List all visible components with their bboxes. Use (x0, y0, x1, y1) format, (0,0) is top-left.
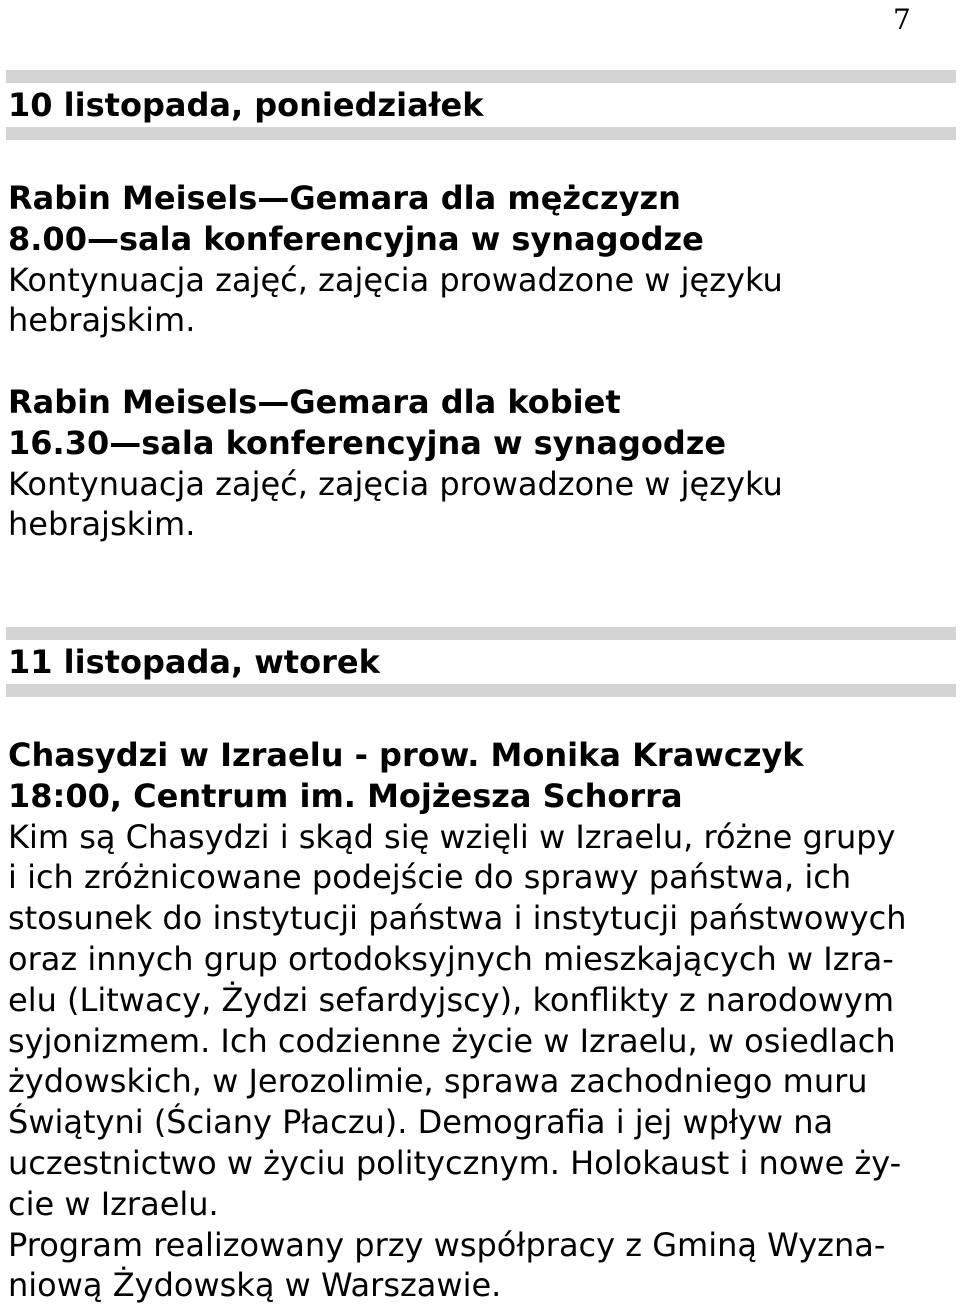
day-header (6, 70, 956, 140)
day-header (6, 627, 956, 697)
event-title: Chasydzi w Izraelu - prow. Monika Krawczyk (8, 736, 804, 774)
event-block (8, 735, 956, 1306)
event-description-line: niową Żydowską w Warszawie. (8, 1266, 502, 1305)
header-band-top (6, 70, 956, 83)
page-number: 7 (893, 3, 911, 36)
header-band-bottom (6, 127, 956, 140)
event-description-line: Kontynuacja zajęć, zajęcia prowadzone w języku (8, 260, 783, 299)
event-description-line: i ich zróżnicowane podejście do sprawy państwa, ich (8, 858, 852, 897)
event-time-place: 18:00, Centrum im. Mojżesza Schorra (8, 776, 683, 815)
day-title: 11 listopada, wtorek (8, 643, 380, 681)
header-band-top (6, 627, 956, 640)
event-description-line: hebrajskim. (8, 505, 196, 544)
event-description-line: elu (Litwacy, Żydzi sefardyjscy), konflikty z narodowym (8, 980, 895, 1019)
event-description-line: stosunek do instytucji państwa i instytucji państwowych (8, 899, 907, 938)
event-description-line: Kim są Chasydzi i skąd się wzięli w Izraelu, różne grupy (8, 817, 896, 856)
event-description-line: uczestnictwo w życiu politycznym. Holokaust i nowe ży- (8, 1143, 902, 1182)
event-description-line: Świątyni (Ściany Płaczu). Demografia i jej wpływ na (8, 1103, 834, 1142)
day-title: 10 listopada, poniedziałek (8, 86, 484, 124)
event-description-line: Kontynuacja zajęć, zajęcia prowadzone w języku (8, 464, 783, 503)
event-description-line: żydowskich, w Jerozolimie, sprawa zachodniego muru (8, 1062, 868, 1101)
event-description-line: Program realizowany przy współpracy z Gminą Wyzna- (8, 1225, 886, 1264)
event-time-place: 16.30—sala konferencyjna w synagodze (8, 423, 727, 462)
event-title: Rabin Meisels—Gemara dla mężczyzn (8, 179, 681, 217)
event-block (8, 178, 956, 341)
event-description-line: hebrajskim. (8, 301, 196, 340)
event-title: Rabin Meisels—Gemara dla kobiet (8, 383, 621, 421)
event-block (8, 382, 956, 545)
event-description-line: cie w Izraelu. (8, 1184, 219, 1223)
event-description-line: syjonizmem. Ich codzienne życie w Izraelu, w osiedlach (8, 1021, 896, 1060)
event-description-line: oraz innych grup ortodoksyjnych mieszkających w Izra- (8, 939, 894, 978)
header-band-bottom (6, 684, 956, 697)
event-time-place: 8.00—sala konferencyjna w synagodze (8, 219, 704, 258)
